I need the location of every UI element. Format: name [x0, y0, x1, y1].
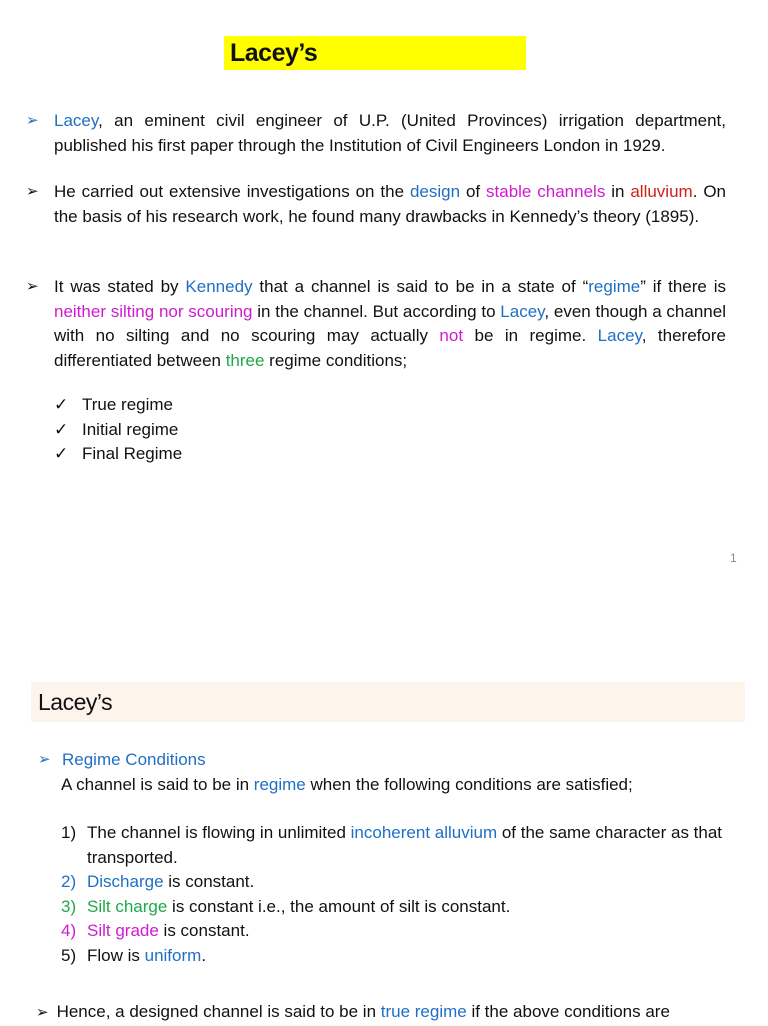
paragraph-kennedy-regime	[26, 275, 727, 373]
highlight-silt-charge: Silt charge	[87, 896, 168, 916]
text-span: It was stated by	[54, 277, 186, 296]
arrow-bullet-icon: ➢	[26, 278, 39, 295]
highlight-design: design	[409, 182, 461, 201]
highlight-three: three	[225, 350, 265, 370]
checklist-item	[54, 393, 182, 418]
text-span: , therefore differentiated between	[54, 326, 726, 370]
checklist-label: Initial regime	[82, 419, 179, 439]
checkmark-icon: ✓	[54, 444, 69, 463]
arrow-bullet-icon: ➢	[38, 751, 51, 768]
checklist-label: True regime	[82, 395, 174, 414]
text-span: Flow is	[87, 945, 145, 965]
highlight-silting-scouring: neither silting nor scouring	[54, 301, 253, 321]
highlight-lacey: Lacey	[500, 301, 545, 321]
text-span: is constant.	[158, 921, 250, 940]
item-number: 5)	[61, 945, 77, 965]
text-span: of the same character as that transported.	[87, 823, 723, 867]
highlight-stable-channels: stable channels	[486, 182, 606, 201]
arrow-bullet-icon: ➢	[26, 183, 39, 200]
arrow-bullet-icon: ➢	[36, 1004, 49, 1021]
text-span: if the above conditions are	[466, 1002, 670, 1021]
checklist-item	[54, 418, 182, 443]
highlight-alluvium: alluvium	[630, 182, 693, 201]
arrow-bullet-icon: ➢	[26, 112, 39, 129]
page-number: 1	[730, 551, 737, 565]
highlight-lacey: Lacey	[597, 326, 642, 345]
paragraph-lacey-intro	[26, 109, 726, 158]
text-span: regime conditions;	[264, 350, 408, 370]
checkmark-icon: ✓	[54, 419, 69, 439]
highlight-regime: regime	[253, 775, 306, 794]
text-span: in the channel. But according to	[252, 301, 501, 321]
highlight-incoherent-alluvium: incoherent alluvium	[350, 823, 498, 842]
slide-title: Lacey’s	[31, 682, 745, 722]
condition-item	[61, 944, 731, 969]
text-kennedys: Kennedy’s	[509, 206, 589, 226]
item-number: 2)	[61, 872, 77, 891]
text-span: . On the basis of his research work, he found many drawbacks in	[54, 182, 726, 226]
condition-item	[61, 870, 731, 895]
condition-item	[61, 821, 731, 870]
highlight-not: not	[439, 326, 464, 345]
item-number: 1)	[61, 823, 77, 842]
condition-item	[61, 919, 731, 944]
text-span: The channel is flowing in unlimited	[87, 823, 351, 842]
text-span: A channel is said to be in	[61, 775, 254, 794]
text-span: , even though a channel with no silting and no scouring may actually	[54, 301, 726, 345]
text-span: that a channel is said to be in a state of “	[252, 277, 589, 296]
text-span: when the following conditions are satisfied;	[305, 775, 633, 794]
highlight-silt-grade: Silt grade	[87, 921, 159, 940]
conclusion-line	[36, 1000, 670, 1026]
item-number: 4)	[61, 921, 77, 940]
text-span: ” if there is	[640, 277, 727, 296]
text-span: Hence, a designed channel is said to be in	[56, 1002, 381, 1021]
text-span: of	[460, 182, 487, 201]
regime-checklist	[54, 393, 182, 467]
text-span: .	[201, 945, 207, 965]
checkmark-icon: ✓	[54, 395, 69, 414]
paragraph-investigations	[26, 180, 726, 229]
highlight-uniform: uniform	[144, 945, 202, 965]
conditions-list	[61, 821, 731, 968]
checklist-item	[54, 442, 182, 467]
text-span: He carried out extensive investigations on the	[54, 182, 410, 201]
highlight-true-regime: true regime	[380, 1002, 467, 1021]
intro-line	[61, 773, 633, 798]
highlight-lacey: Lacey	[54, 111, 99, 130]
text-span: be in regime.	[463, 326, 598, 345]
text-span: in	[605, 182, 631, 201]
text-span: theory (1895).	[588, 206, 700, 226]
text-span: is constant.	[163, 872, 255, 891]
highlight-kennedy: Kennedy	[185, 277, 253, 296]
highlight-discharge: Discharge	[87, 872, 164, 891]
condition-item	[61, 895, 731, 920]
highlight-regime: regime	[588, 277, 641, 296]
text-span: , an eminent civil engineer of U.P. (United Provinces) irrigation department, published his first paper through the Institution of Civil Engineers London in 1929.	[54, 111, 726, 155]
checklist-label: Final Regime	[82, 444, 183, 463]
slide-2	[0, 650, 768, 1024]
item-number: 3)	[61, 896, 77, 916]
heading-regime-conditions: Regime Conditions	[62, 750, 206, 769]
text-span: is constant i.e., the amount of silt is constant.	[167, 896, 511, 916]
slide-title: Lacey’s	[224, 36, 526, 70]
